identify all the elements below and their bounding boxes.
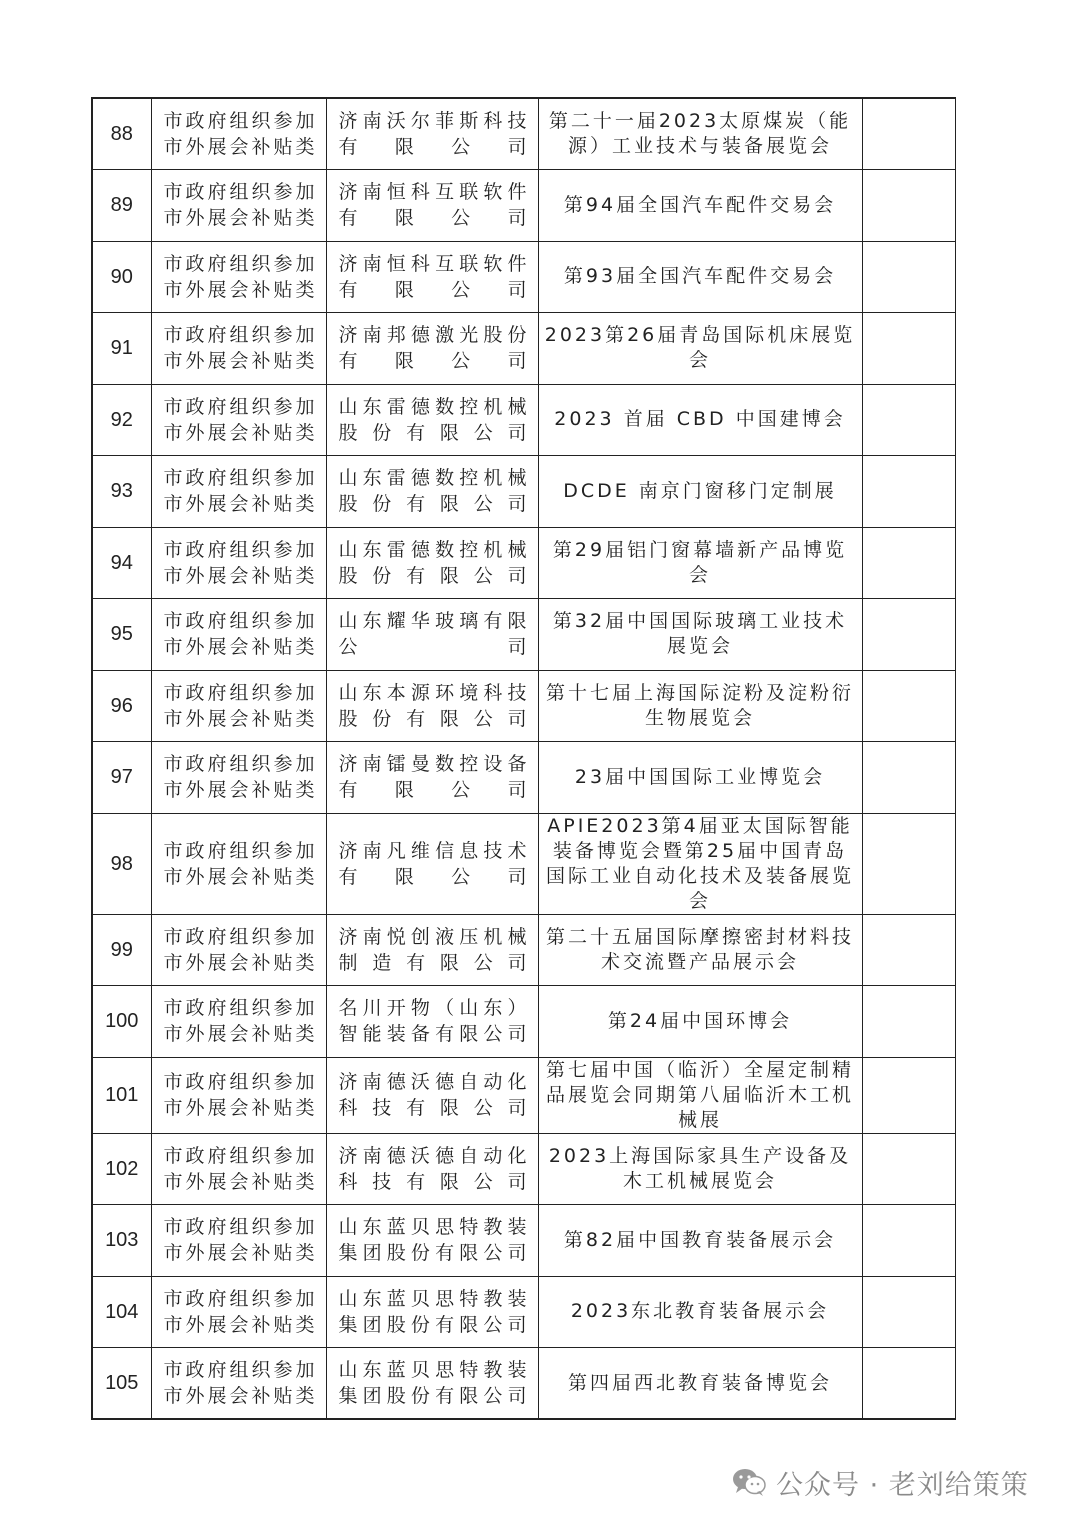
remark-cell [862,670,955,742]
subsidy-category: 市政府组织参加市外展会补贴类 [151,1276,326,1348]
watermark-text: 公众号 · 老刘给策策 [776,1469,1029,1501]
row-number: 89 [92,170,151,242]
table-row [92,384,955,456]
exhibition-name: 第四届西北教育装备博览会 [538,1348,862,1420]
subsidy-category: 市政府组织参加市外展会补贴类 [151,456,326,528]
remark-cell [862,384,955,456]
row-number: 95 [92,599,151,671]
exhibition-name: 第93届全国汽车配件交易会 [538,241,862,313]
subsidy-category: 市政府组织参加市外展会补贴类 [151,670,326,742]
subsidy-category: 市政府组织参加市外展会补贴类 [151,1205,326,1277]
company-name: 山东蓝贝思特教装集团股份有限公司 [326,1276,538,1348]
row-number: 97 [92,742,151,814]
remark-cell [862,742,955,814]
company-name: 山东蓝贝思特教装集团股份有限公司 [326,1205,538,1277]
remark-cell [862,1348,955,1420]
table-row [92,986,955,1058]
exhibition-name: 2023 首届 CBD 中国建博会 [538,384,862,456]
table-row [92,1133,955,1205]
table-row [92,599,955,671]
row-number: 88 [92,98,151,170]
subsidy-category: 市政府组织参加市外展会补贴类 [151,384,326,456]
exhibition-name: 第82届中国教育装备展示会 [538,1205,862,1277]
company-name: 济南恒科互联软件有限公司 [326,241,538,313]
subsidy-category: 市政府组织参加市外展会补贴类 [151,98,326,170]
row-number: 100 [92,986,151,1058]
table-row [92,1057,955,1133]
table-row [92,170,955,242]
table-row [92,456,955,528]
company-name: 济南凡维信息技术有限公司 [326,813,538,914]
wechat-icon [732,1467,766,1497]
row-number: 103 [92,1205,151,1277]
subsidy-list-page [91,97,954,1420]
subsidy-category: 市政府组织参加市外展会补贴类 [151,313,326,385]
subsidy-category: 市政府组织参加市外展会补贴类 [151,813,326,914]
exhibition-name: 2023上海国际家具生产设备及木工机械展览会 [538,1133,862,1205]
subsidy-table [91,97,956,1420]
table-row [92,1348,955,1420]
company-name: 名川开物（山东）智能装备有限公司 [326,986,538,1058]
remark-cell [862,914,955,986]
exhibition-name: 第二十一届2023太原煤炭（能源）工业技术与装备展览会 [538,98,862,170]
remark-cell [862,1133,955,1205]
table-row [92,313,955,385]
subsidy-category: 市政府组织参加市外展会补贴类 [151,599,326,671]
company-name: 济南悦创液压机械制造有限公司 [326,914,538,986]
exhibition-name: 2023东北教育装备展示会 [538,1276,862,1348]
subsidy-category: 市政府组织参加市外展会补贴类 [151,986,326,1058]
row-number: 96 [92,670,151,742]
table-body [92,98,955,1419]
exhibition-name: 23届中国国际工业博览会 [538,742,862,814]
exhibition-name: 第32届中国国际玻璃工业技术展览会 [538,599,862,671]
table-row [92,1205,955,1277]
subsidy-category: 市政府组织参加市外展会补贴类 [151,170,326,242]
company-name: 济南德沃德自动化科技有限公司 [326,1133,538,1205]
company-name: 济南恒科互联软件有限公司 [326,170,538,242]
subsidy-category: 市政府组织参加市外展会补贴类 [151,742,326,814]
remark-cell [862,986,955,1058]
table-row [92,813,955,914]
row-number: 94 [92,527,151,599]
exhibition-name: 第94届全国汽车配件交易会 [538,170,862,242]
subsidy-category: 市政府组织参加市外展会补贴类 [151,1057,326,1133]
subsidy-category: 市政府组织参加市外展会补贴类 [151,1348,326,1420]
remark-cell [862,313,955,385]
company-name: 济南邦德激光股份有限公司 [326,313,538,385]
exhibition-name: 2023第26届青岛国际机床展览会 [538,313,862,385]
row-number: 91 [92,313,151,385]
company-name: 济南德沃德自动化科技有限公司 [326,1057,538,1133]
row-number: 92 [92,384,151,456]
subsidy-category: 市政府组织参加市外展会补贴类 [151,527,326,599]
table-row [92,670,955,742]
remark-cell [862,456,955,528]
company-name: 山东蓝贝思特教装集团股份有限公司 [326,1348,538,1420]
row-number: 105 [92,1348,151,1420]
exhibition-name: DCDE 南京门窗移门定制展 [538,456,862,528]
exhibition-name: 第二十五届国际摩擦密封材料技术交流暨产品展示会 [538,914,862,986]
table-row [92,1276,955,1348]
row-number: 101 [92,1057,151,1133]
table-row [92,527,955,599]
remark-cell [862,170,955,242]
row-number: 90 [92,241,151,313]
remark-cell [862,813,955,914]
remark-cell [862,527,955,599]
exhibition-name: 第29届铝门窗幕墙新产品博览会 [538,527,862,599]
company-name: 济南镭曼数控设备有限公司 [326,742,538,814]
remark-cell [862,1057,955,1133]
row-number: 102 [92,1133,151,1205]
remark-cell [862,98,955,170]
remark-cell [862,241,955,313]
company-name: 济南沃尔菲斯科技有限公司 [326,98,538,170]
company-name: 山东雷德数控机械股份有限公司 [326,527,538,599]
row-number: 98 [92,813,151,914]
row-number: 99 [92,914,151,986]
exhibition-name: 第七届中国（临沂）全屋定制精品展览会同期第八届临沂木工机械展 [538,1057,862,1133]
watermark [732,1462,1029,1502]
subsidy-category: 市政府组织参加市外展会补贴类 [151,241,326,313]
table-row [92,742,955,814]
subsidy-category: 市政府组织参加市外展会补贴类 [151,1133,326,1205]
company-name: 山东本源环境科技股份有限公司 [326,670,538,742]
company-name: 山东耀华玻璃有限公司 [326,599,538,671]
exhibition-name: APIE2023第4届亚太国际智能装备博览会暨第25届中国青岛国际工业自动化技术及装备展览会 [538,813,862,914]
company-name: 山东雷德数控机械股份有限公司 [326,456,538,528]
remark-cell [862,1276,955,1348]
remark-cell [862,1205,955,1277]
table-row [92,914,955,986]
company-name: 山东雷德数控机械股份有限公司 [326,384,538,456]
table-row [92,241,955,313]
row-number: 104 [92,1276,151,1348]
remark-cell [862,599,955,671]
exhibition-name: 第24届中国环博会 [538,986,862,1058]
subsidy-category: 市政府组织参加市外展会补贴类 [151,914,326,986]
row-number: 93 [92,456,151,528]
table-row [92,98,955,170]
exhibition-name: 第十七届上海国际淀粉及淀粉衍生物展览会 [538,670,862,742]
